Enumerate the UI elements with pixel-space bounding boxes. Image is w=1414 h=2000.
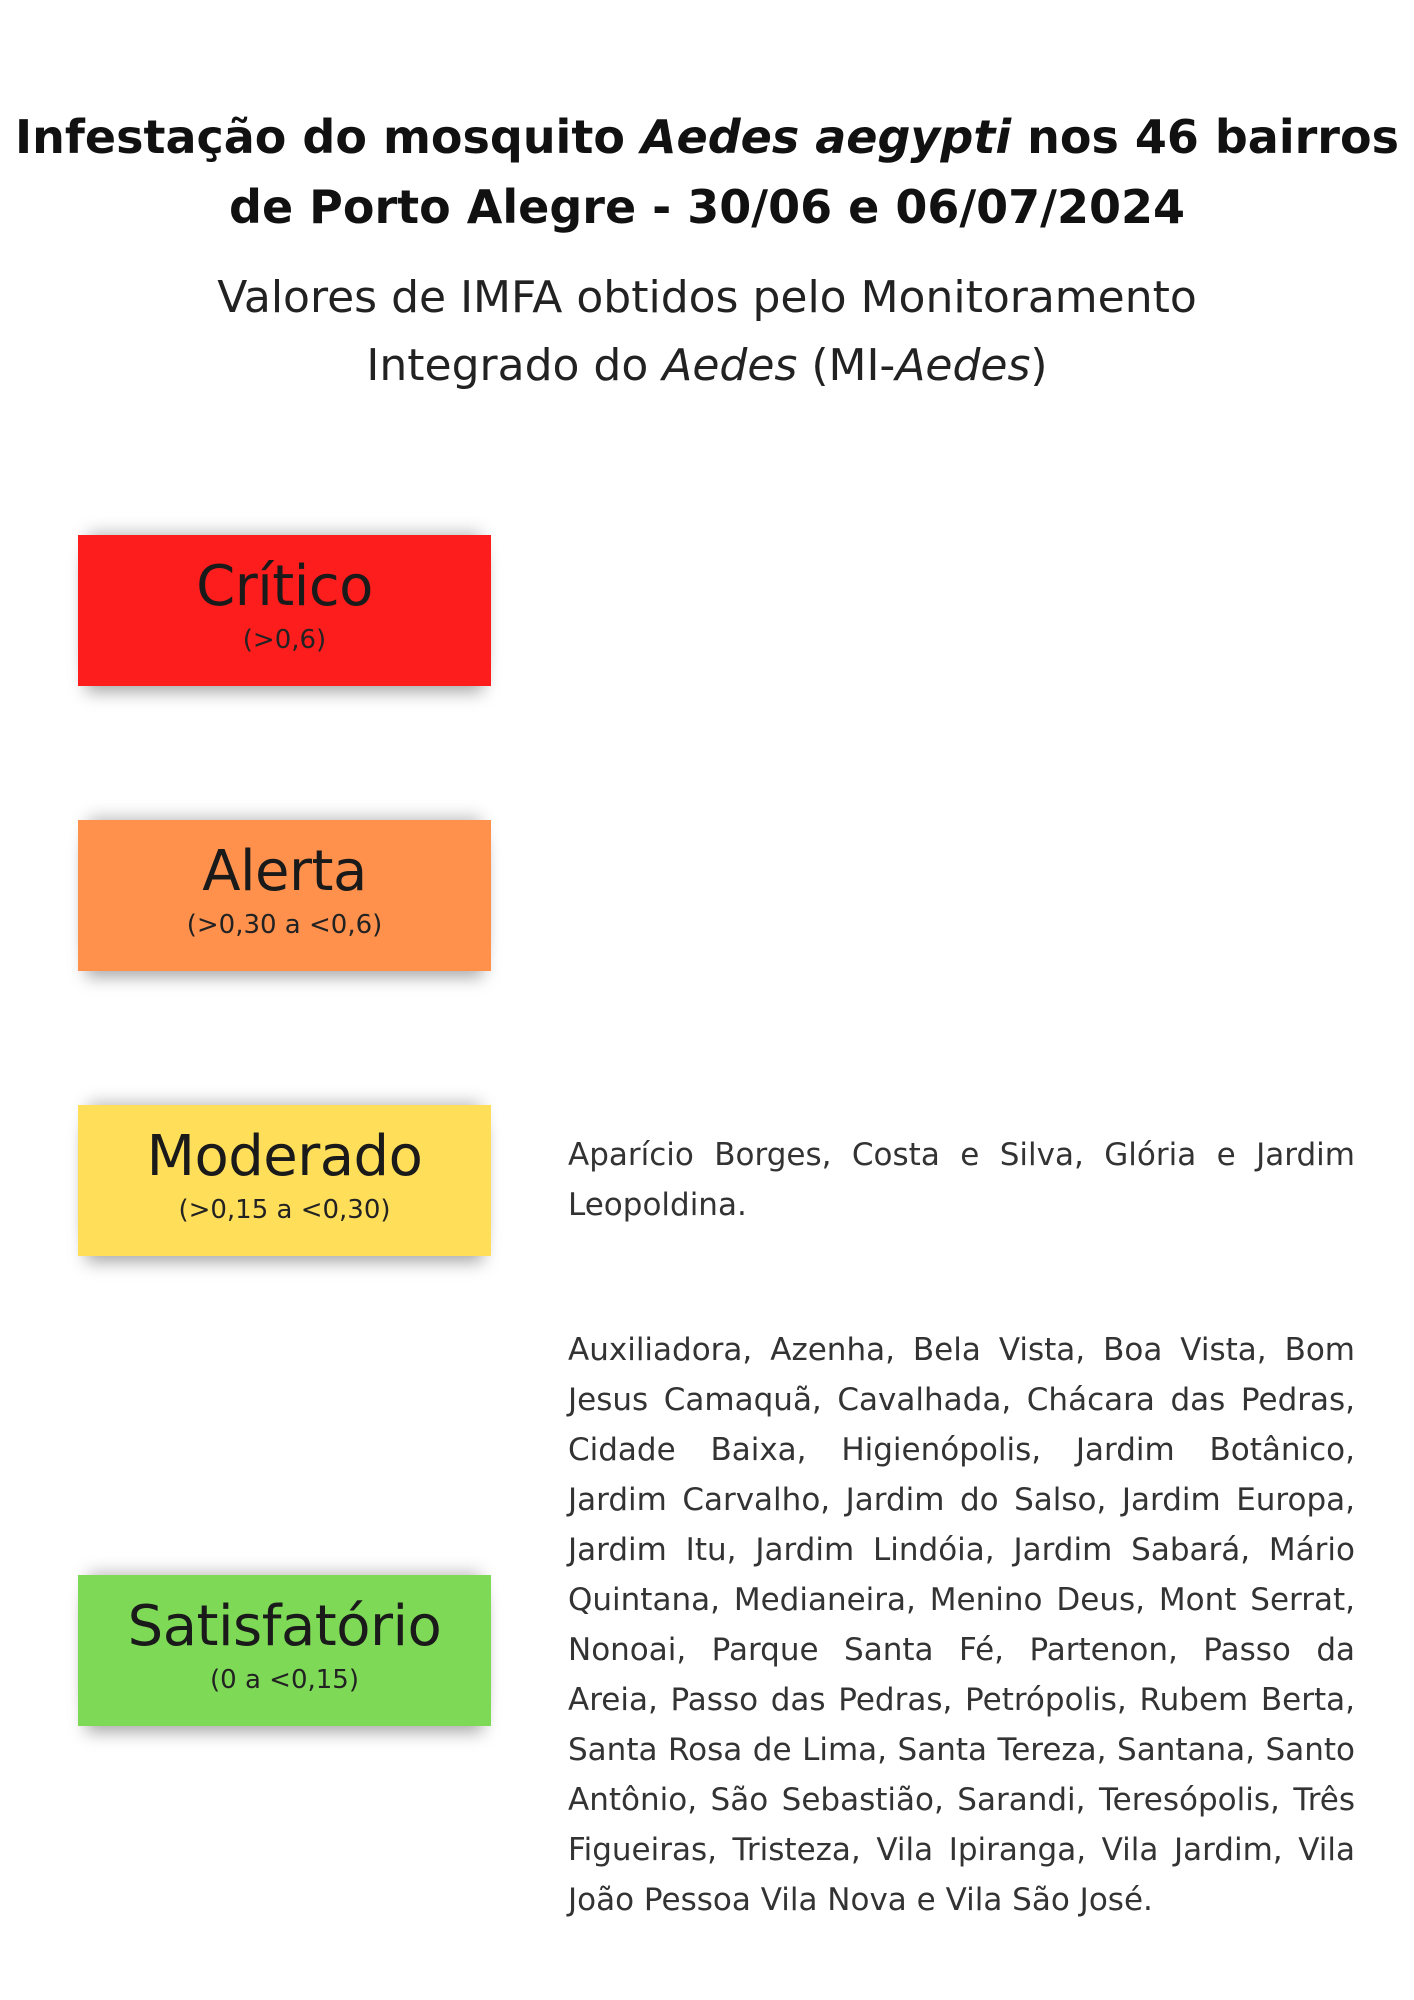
category-badge-satisfatorio xyxy=(78,1575,491,1726)
subtitle-text-c: ) xyxy=(1030,340,1048,391)
category-name: Moderado xyxy=(146,1124,423,1189)
category-range: (>0,30 a <0,6) xyxy=(186,910,383,940)
category-range: (>0,15 a <0,30) xyxy=(178,1195,391,1225)
title-line-2: de Porto Alegre - 30/06 e 06/07/2024 xyxy=(229,180,1185,234)
subtitle-line-2 xyxy=(0,332,1414,400)
category-name: Alerta xyxy=(202,839,367,904)
neighborhoods-moderado: Aparício Borges, Costa e Silva, Glória e Jardim Leopoldina. xyxy=(568,1137,1355,1223)
category-badge-moderado xyxy=(78,1105,491,1256)
subtitle-line-1: Valores de IMFA obtidos pelo Monitoramento xyxy=(217,272,1197,323)
category-range: (>0,6) xyxy=(242,625,327,655)
title-text-end: nos 46 bairros xyxy=(1011,110,1399,164)
category-badge-alerta xyxy=(78,820,491,971)
subtitle-aedes-italic-1: Aedes xyxy=(662,340,798,391)
subtitle-text-a: Integrado do xyxy=(366,340,663,391)
category-badge-critico xyxy=(78,535,491,686)
category-name: Satisfatório xyxy=(127,1594,442,1659)
page-title xyxy=(0,102,1414,242)
subtitle-aedes-italic-2: Aedes xyxy=(895,340,1031,391)
neighborhoods-satisfatorio: Auxiliadora, Azenha, Bela Vista, Boa Vista, Bom Jesus Camaquã, Cavalhada, Chácara das Pedras, Cidade Baixa, Higienópolis, Jardim Botânico, Jardim Carvalho, Jardim do Salso, Jardim Europa, Jardim Itu, Jardim Lindóia, Jardim Sabará, Mário Quintana, Medianeira, Menino Deus, Mont Serrat, Nonoai, Parque Santa Fé, Partenon, Passo da Areia, Passo das Pedras, Petrópolis, Rubem Berta, Santa Rosa de Lima, Santa Tereza, Santana, Santo Antônio, São Sebastião, Sarandi, Teresópolis, Três Figueiras, Tristeza, Vila Ipiranga, Vila Jardim, Vila João Pessoa Vila Nova e Vila São José. xyxy=(568,1332,1355,1918)
category-range: (0 a <0,15) xyxy=(210,1665,359,1695)
title-text-start: Infestação do mosquito xyxy=(15,110,641,164)
category-name: Crítico xyxy=(196,554,373,619)
title-species-name: Aedes aegypti xyxy=(640,110,1012,164)
subtitle-text-b: (MI- xyxy=(797,340,896,391)
page-subtitle xyxy=(0,264,1414,400)
